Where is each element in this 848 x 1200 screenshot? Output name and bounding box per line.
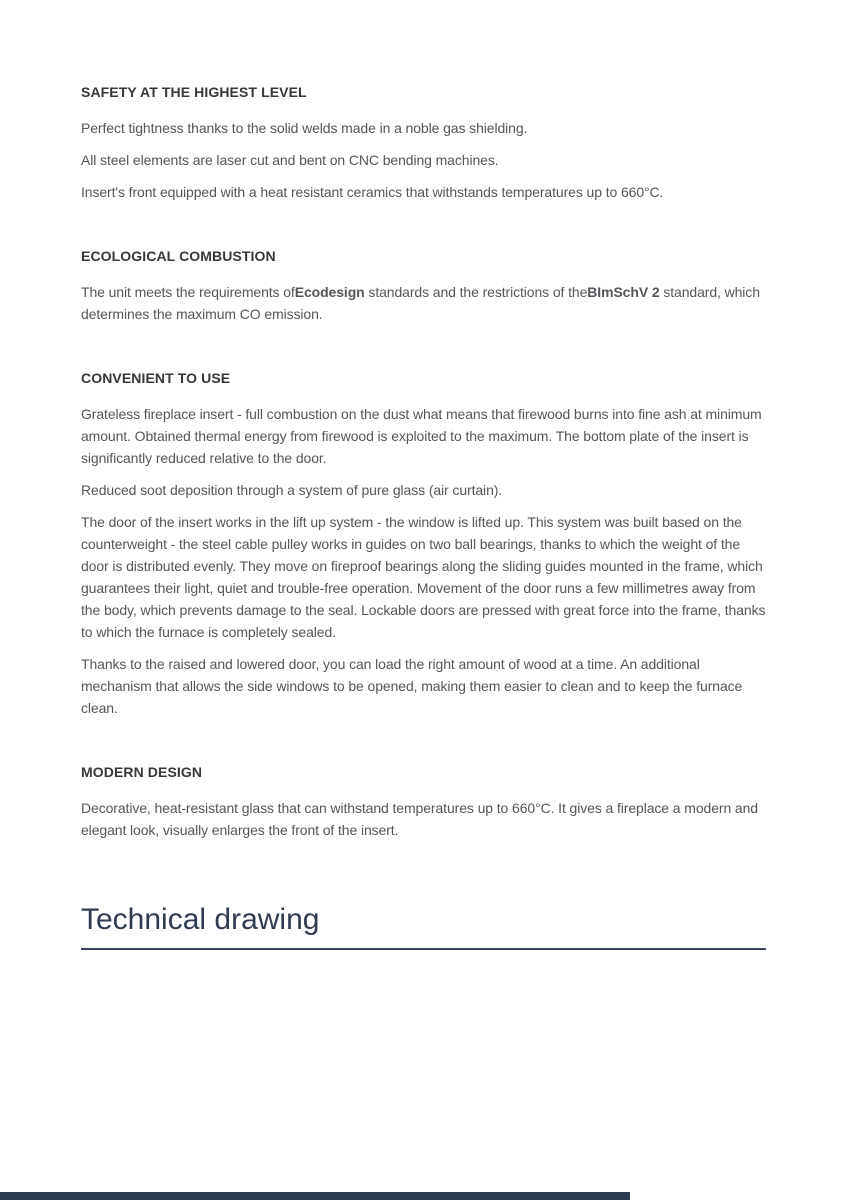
paragraph: Insert's front equipped with a heat resistant ceramics that withstands temperatures up to 660°C. bbox=[81, 184, 664, 200]
paragraph: Grateless fireplace insert - full combustion on the dust what means that firewood burns into fine ash at minimum amount. Obtained thermal energy from firewood is exploited to the maximum. The bottom plate of the insert is significantly reduced relative to the door. bbox=[81, 406, 762, 466]
section-modern-design bbox=[81, 764, 766, 841]
section-ecological-combustion bbox=[81, 248, 766, 325]
paragraph: Thanks to the raised and lowered door, you can load the right amount of wood at a time. An additional mechanism that allows the side windows to be opened, making them easier to clean and to keep the furnace clean. bbox=[81, 656, 743, 716]
section-convenient-to-use bbox=[81, 370, 766, 719]
paragraph: Decorative, heat-resistant glass that can withstand temperatures up to 660°C. It gives a fireplace a modern and elegant look, visually enlarges the front of the insert. bbox=[81, 800, 758, 838]
section-heading-modern: MODERN DESIGN bbox=[81, 764, 203, 780]
paragraph: The door of the insert works in the lift up system - the window is lifted up. This system was built based on the counterweight - the steel cable pulley works in guides on two ball bearings, thanks to which the weight of the door is distributed evenly. They move on fireproof bearings along the sliding guides mounted in the frame, which guarantees their light, quiet and trouble-free operation. Movement of the door runs a few millimetres away from the body, which prevents damage to the seal. Lockable doors are pressed with great force into the frame, thanks to which the furnace is completely sealed. bbox=[81, 514, 766, 640]
document-content bbox=[81, 0, 766, 950]
technical-drawing-heading: Technical drawing bbox=[81, 903, 320, 936]
section-heading-convenient: CONVENIENT TO USE bbox=[81, 370, 231, 386]
paragraph: Perfect tightness thanks to the solid welds made in a noble gas shielding. bbox=[81, 120, 528, 136]
section-heading-ecological: ECOLOGICAL COMBUSTION bbox=[81, 248, 276, 264]
paragraph: Reduced soot deposition through a system of pure glass (air curtain). bbox=[81, 482, 503, 498]
page-bottom-bar bbox=[0, 1192, 630, 1200]
paragraph-rich: The unit meets the requirements ofEcodesign standards and the restrictions of theBImSchV 2 standard, which determines the maximum CO emission. bbox=[81, 284, 760, 322]
technical-drawing-heading-block bbox=[81, 903, 766, 950]
section-safety bbox=[81, 84, 766, 203]
section-heading-safety: SAFETY AT THE HIGHEST LEVEL bbox=[81, 84, 307, 100]
paragraph: All steel elements are laser cut and bent on CNC bending machines. bbox=[81, 152, 499, 168]
